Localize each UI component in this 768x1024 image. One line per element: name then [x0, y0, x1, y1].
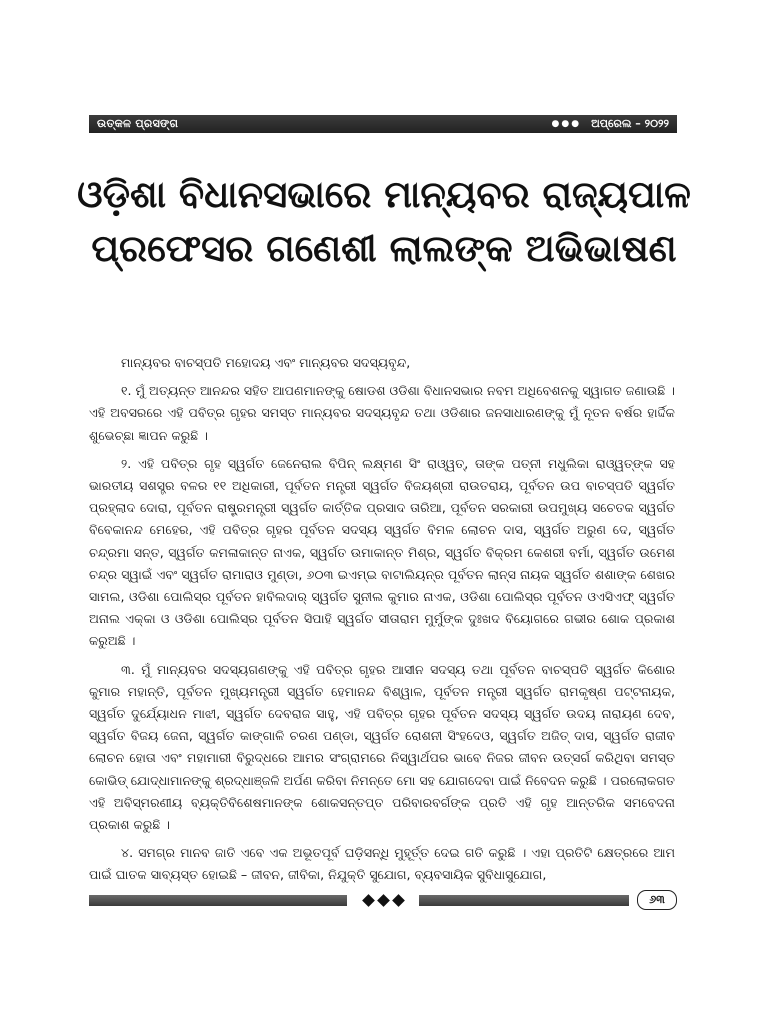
footer-ornament	[347, 888, 419, 912]
article-title	[60, 168, 708, 276]
page-footer	[89, 888, 679, 912]
diamond-icon	[362, 894, 375, 907]
article-body	[89, 352, 675, 893]
title-line-2: ପ୍ରଫେସର ଗଣେଶୀ ଲାଲଙ୍କ ଅଭିଭାଷଣ	[91, 227, 677, 270]
title-line-1: ଓଡ଼ିଶା ବିଧାନସଭାରେ ମାନ୍ୟବର ରାଜ୍ୟପାଳ	[77, 173, 691, 216]
paragraph-3: ୩. ମୁଁ ମାନ୍ୟବର ସଦସ୍ୟଗଣଙ୍କୁ ଏହି ପବିତ୍ର ଗୃହର ଆସୀନ ସଦସ୍ୟ ତଥା ପୂର୍ବତନ ବାଚସ୍ପତି ସ୍ୱର୍ଗତ କିଶୋର କୁମାର ମହାନ୍ତି, ପୂର୍ବତନ ମୁଖ୍ୟମନ୍ତ୍ରୀ ସ୍ୱର୍ଗତ ହେମାନନ୍ଦ ବିଶ୍ୱାଳ, ପୂର୍ବତନ ମନ୍ତ୍ରୀ ସ୍ୱର୍ଗତ ରାମକୃଷ୍ଣ ପଟ୍ଟନାୟକ, ସ୍ୱର୍ଗତ ଦୁର୍ଯ୍ୟୋଧନ ମାଝୀ, ସ୍ୱର୍ଗତ ଦେବରାଜ ସାହୁ, ଏହି ପବିତ୍ର ଗୃହର ପୂର୍ବତନ ସଦସ୍ୟ ସ୍ୱର୍ଗତ ଉଦୟ ନାରାୟଣ ଦେବ, ସ୍ୱର୍ଗତ ବିଜୟ ଜେନା, ସ୍ୱର୍ଗତ କାଙ୍ଗାଳି ଚରଣ ପଣ୍ଡା, ସ୍ୱର୍ଗତ ରୋଶନୀ ସିଂହଦେଓ, ସ୍ୱର୍ଗତ ଅଜିତ୍ ଦାସ, ସ୍ୱର୍ଗତ ରାଜୀବ ଲୋଚନ ହୋତା ଏବଂ ମହାମାରୀ ବିରୁଦ୍ଧରେ ଆମର ସଂଗ୍ରାମରେ ନିସ୍ୱାର୍ଥପର ଭାବେ ନିଜର ଜୀବନ ଉତ୍ସର୍ଗ କରିଥିବା ସମସ୍ତ କୋଭିଡ୍ ଯୋଦ୍ଧାମାନଙ୍କୁ ଶ୍ରଦ୍ଧାଞ୍ଜଳି ଅର୍ପଣ କରିବା ନିମନ୍ତେ ମୋ ସହ ଯୋଗଦେବା ପାଇଁ ନିବେଦନ କରୁଛି । ପରଲୋକଗତ ଏହି ଅବିସ୍ମରଣୀୟ ବ୍ୟକ୍ତିବିଶେଷମାନଙ୍କ ଶୋକସନ୍ତପ୍ତ ପରିବାରବର୍ଗଙ୍କ ପ୍ରତି ଏହି ଗୃହ ଆନ୍ତରିକ ସମବେଦନା ପ୍ରକାଶ କରୁଛି ।	[89, 661, 676, 833]
footer-rule-left	[89, 895, 347, 906]
header-dots: ●●●	[551, 119, 582, 129]
diamond-icon	[377, 894, 390, 907]
footer-rule-right	[419, 895, 629, 906]
running-header	[89, 115, 677, 133]
paragraph-4: ୪. ସମଗ୍ର ମାନବ ଜାତି ଏବେ ଏକ ଅଭୂତପୂର୍ବ ଘଡ଼ିସନ୍ଧି ମୁହୂର୍ତ୍ତ ଦେଇ ଗତି କରୁଛି । ଏହା ପ୍ରତିଟି କ୍ଷେତ୍ରରେ ଆମ ପାଇଁ ଘାତକ ସାବ୍ୟସ୍ତ ହୋଇଛି – ଜୀବନ, ଜୀବିକା, ନିଯୁକ୍ତି ସୁଯୋଗ, ବ୍ୟବସାୟିକ ସୁବିଧାସୁଯୋଗ,	[89, 845, 675, 883]
paragraph-2: ୨. ଏହି ପବିତ୍ର ଗୃହ ସ୍ୱର୍ଗତ ଜେନେରାଲ ବିପିନ୍ ଲକ୍ଷ୍ମଣ ସିଂ ରାଓ୍ୱତ୍, ତାଙ୍କ ପତ୍ନୀ ମଧୁଲିକା ରାଓ୍ୱତ୍ଙ୍କ ସହ ଭାରତୀୟ ସଶସ୍ତ୍ର ବଳର ୧୧ ଅଧିକାରୀ, ପୂର୍ବତନ ମନ୍ତ୍ରୀ ସ୍ୱର୍ଗତ ବିଜୟଶ୍ରୀ ରାଉତରାୟ, ପୂର୍ବତନ ଉପ ବାଚସ୍ପତି ସ୍ୱର୍ଗତ ପ୍ରହ୍ଲାଦ ଦୋରା, ପୂର୍ବତନ ରାଷ୍ଟ୍ରମନ୍ତ୍ରୀ ସ୍ୱର୍ଗତ କାର୍ତ୍ତିକ ପ୍ରସାଦ ତାରିଆ, ପୂର୍ବତନ ସରକାରୀ ଉପମୁଖ୍ୟ ସଚେତକ ସ୍ୱର୍ଗତ ବିବେକାନନ୍ଦ ମେହେର, ଏହି ପବିତ୍ର ଗୃହର ପୂର୍ବତନ ସଦସ୍ୟ ସ୍ୱର୍ଗତ ବିମଳ ଲୋଚନ ଦାସ, ସ୍ୱର୍ଗତ ଅରୁଣ ଦେ, ସ୍ୱର୍ଗତ ଚନ୍ଦ୍ରମା ସନ୍ତ, ସ୍ୱର୍ଗତ କମଳାକାନ୍ତ ନାଏକ, ସ୍ୱର୍ଗତ ଉମାକାନ୍ତ ମିଶ୍ର, ସ୍ୱର୍ଗତ ବିକ୍ରମ କେଶରୀ ବର୍ମା, ସ୍ୱର୍ଗତ ଉମେଶ ଚନ୍ଦ୍ର ସ୍ୱାଇଁ ଏବଂ ସ୍ୱର୍ଗତ ରାମାରାଓ ମୁଣ୍ଡା, ୬୦୩ ଇଏମ୍ଇ ବାଟାଲିୟନ୍ର ପୂର୍ବତନ ଲାନ୍ସ ନାୟକ ସ୍ୱର୍ଗତ ଶଶାଙ୍କ ଶେଖର ସାମଲ, ଓଡିଶା ପୋଲିସ୍ର ପୂର୍ବତନ ହାବିଲଦାର୍ ସ୍ୱର୍ଗତ ସୁନୀଲ କୁମାର ନାଏକ, ଓଡିଶା ପୋଲିସ୍ର ପୂର୍ବତନ ଓଏସିଏଫ୍ ସ୍ୱର୍ଗତ ଅନାଲ ଏକ୍କା ଓ ଓଡିଶା ପୋଲିସ୍ର ପୂର୍ବତନ ସିପାହି ସ୍ୱର୍ଗତ ସୀତାରାମ ମୁର୍ମୁଙ୍କ ଦୁଃଖଦ ବିୟୋଗରେ ଗଭୀର ଶୋକ ପ୍ରକାଶ କରୁଅଛି ।	[89, 455, 675, 649]
issue-date: ଅପ୍ରେଲ – ୨୦୨୨	[591, 117, 669, 130]
page-number: ୬୩	[637, 890, 677, 910]
magazine-name: ଉତ୍କଳ ପ୍ରସଙ୍ଗ	[97, 117, 179, 130]
diamond-icon	[392, 894, 405, 907]
header-date-group	[552, 117, 669, 131]
salutation: ମାନ୍ୟବର ବାଚସ୍ପତି ମହୋଦୟ ଏବଂ ମାନ୍ୟବର ସଦସ୍ୟବୃନ୍ଦ,	[121, 355, 411, 370]
paragraph-1: ୧. ମୁଁ ଅତ୍ୟନ୍ତ ଆନନ୍ଦର ସହିତ ଆପଣମାନଙ୍କୁ ଷୋଡଶ ଓଡିଶା ବିଧାନସଭାର ନବମ ଅଧିବେଶନକୁ ସ୍ୱାଗତ ଜଣାଉଛି । ଏହି ଅବସରରେ ଏହି ପବିତ୍ର ଗୃହର ସମସ୍ତ ମାନ୍ୟବର ସଦସ୍ୟବୃନ୍ଦ ତଥା ଓଡିଶାର ଜନସାଧାରଣଙ୍କୁ ମୁଁ ନୂତନ ବର୍ଷର ହାର୍ଦ୍ଦିକ ଶୁଭେଚ୍ଛା ଜ୍ଞାପନ କରୁଛି ।	[89, 383, 675, 443]
